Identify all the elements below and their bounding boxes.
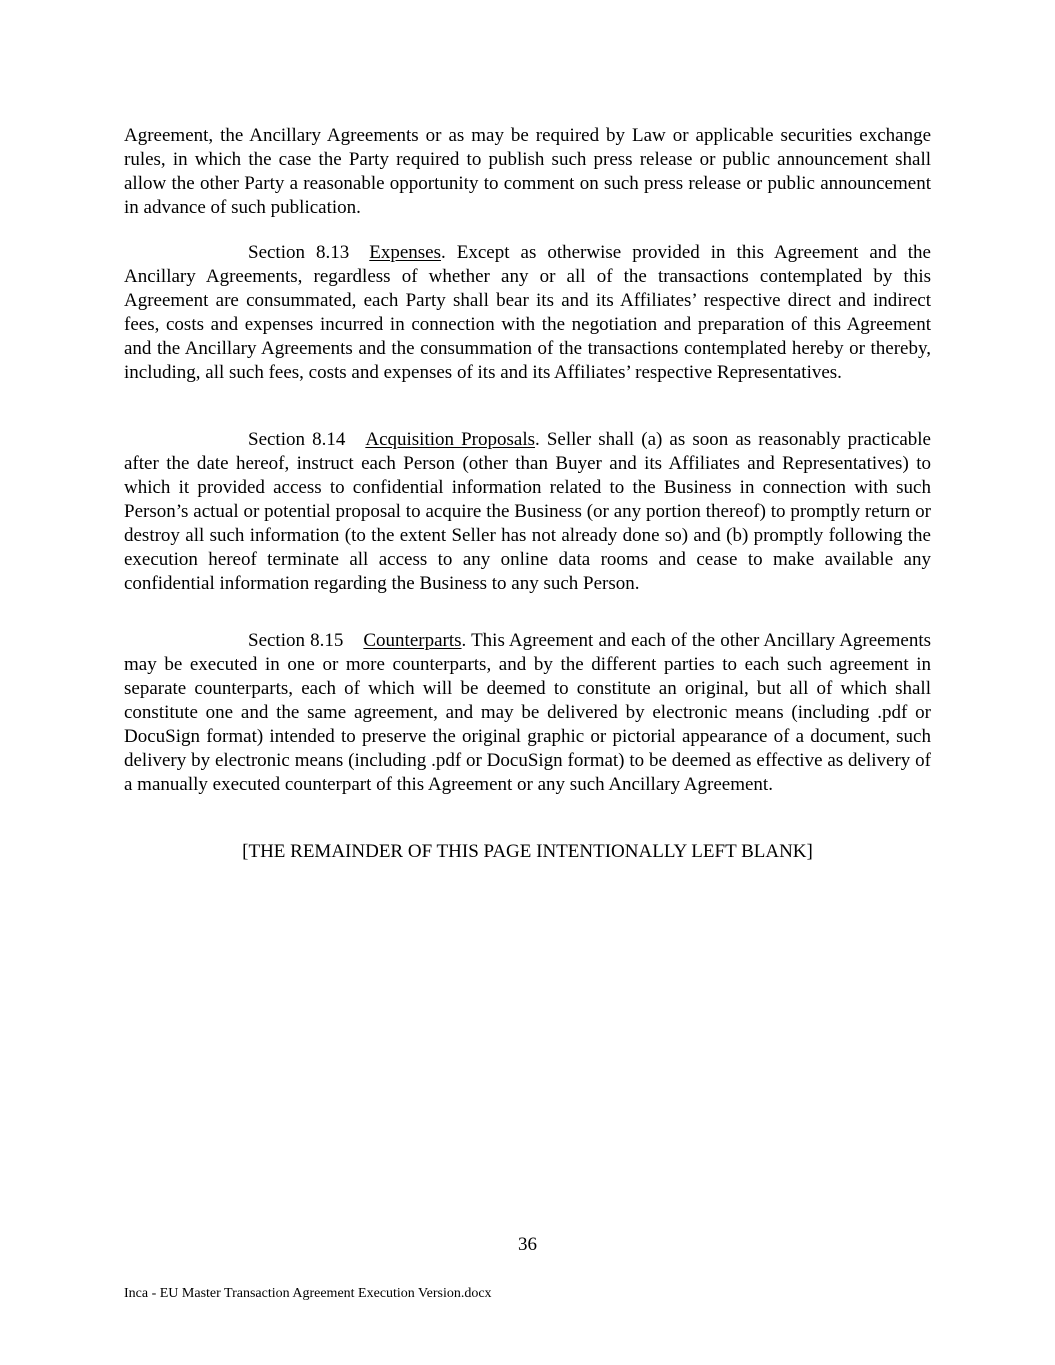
intentionally-blank-notice: [THE REMAINDER OF THIS PAGE INTENTIONALLY LEFT BLANK]: [242, 841, 813, 862]
continuation-paragraph: Agreement, the Ancillary Agreements or as may be required by Law or applicable securities exchange rules, in which the case the Party required to publish such press release or public announcement shall allow the other Party a reasonable opportunity to comment on such press release or public announcement in advance of such publication.: [124, 125, 931, 218]
section-number: Section 8.13: [248, 242, 350, 263]
section-number: Section 8.14: [248, 429, 346, 450]
section-8-14-paragraph: [124, 428, 931, 596]
section-body: . Seller shall (a) as soon as reasonably practicable after the date hereof, instruct each Person (other than Buyer and its Affiliates and Representatives) to which it provided access to confidential information related to the Business in connection with such Person’s actual or potential proposal to acquire the Business (or any portion thereof) to promptly return or destroy all such information (to the extent Seller has not already done so) and (b) promptly following the execution hereof terminate all access to any online data rooms and cease to make available any confidential information regarding the Business to any such Person.: [124, 429, 931, 594]
section-heading: Expenses: [369, 242, 442, 263]
section-8-15-paragraph: [124, 629, 931, 797]
document-footer: Inca - EU Master Transaction Agreement Execution Version.docx: [124, 1286, 492, 1301]
section-heading: Acquisition Proposals: [365, 429, 535, 450]
section-body: . This Agreement and each of the other Ancillary Agreements may be executed in one or more counterparts, and by the different parties to each such agreement in separate counterparts, each of which will be deemed to constitute an original, but all of which shall constitute one and the same agreement, and may be delivered by electronic means (including .pdf or DocuSign format) intended to preserve the original graphic or pictorial appearance of a document, such delivery by electronic means (including .pdf or DocuSign format) to be deemed as effective as delivery of a manually executed counterpart of this Agreement or any such Ancillary Agreement.: [124, 630, 931, 795]
section-number: Section 8.15: [248, 630, 344, 651]
page-number: 36: [518, 1234, 537, 1255]
section-8-13-paragraph: [124, 241, 931, 385]
section-heading: Counterparts: [363, 630, 462, 651]
section-body: . Except as otherwise provided in this Agreement and the Ancillary Agreements, regardless of whether any or all of the transactions contemplated by this Agreement are consummated, each Party shall bear its and its Affiliates’ respective direct and indirect fees, costs and expenses incurred in connection with the negotiation and preparation of this Agreement and the Ancillary Agreements and the consummation of the transactions contemplated hereby or thereby, including, all such fees, costs and expenses of its and its Affiliates’ respective Representatives.: [124, 242, 931, 383]
